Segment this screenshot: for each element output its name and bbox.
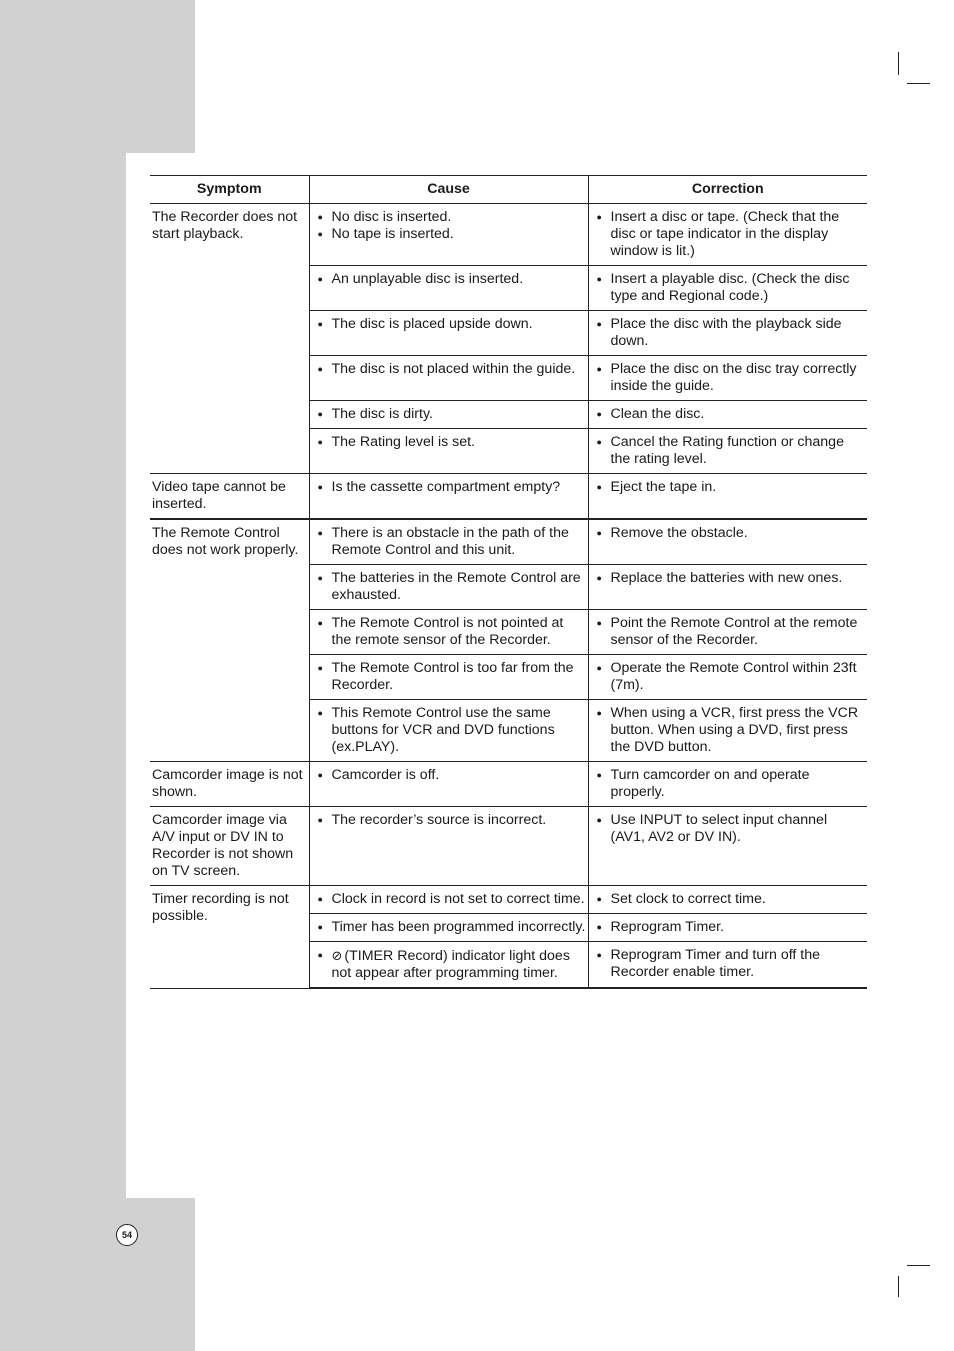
symptom-cell: Video tape cannot be inserted.	[150, 474, 309, 520]
table-row	[150, 519, 867, 565]
cause-item	[312, 434, 586, 451]
correction-cell	[588, 401, 867, 429]
cause-text: No disc is inserted.	[331, 209, 452, 225]
troubleshooting-table	[150, 175, 867, 989]
cause-item	[312, 209, 586, 226]
cause-cell	[309, 356, 588, 401]
cause-cell	[309, 886, 588, 914]
table-row	[150, 474, 867, 520]
cause-cell	[309, 700, 588, 762]
cause-text: The disc is placed upside down.	[331, 316, 533, 332]
symptom-cell: The Remote Control does not work properly.	[150, 519, 309, 762]
correction-cell	[588, 356, 867, 401]
correction-cell	[588, 762, 867, 807]
header-cause: Cause	[309, 176, 588, 204]
correction-text: ● Point the Remote Control at the remote sensor of the Recorder.	[591, 615, 866, 649]
cause-text: The disc is not placed within the guide.	[331, 361, 576, 377]
symptom-cell: Camcorder image is not shown.	[150, 762, 309, 807]
symptom-cell: Camcorder image via A/V input or DV IN to Recorder is not shown on TV screen.	[150, 807, 309, 886]
cause-item	[312, 271, 586, 288]
page-number: 54	[116, 1224, 138, 1246]
correction-cell	[588, 266, 867, 311]
cause-item	[312, 767, 586, 784]
correction-text: ● Reprogram Timer and turn off the Recorder enable timer.	[591, 947, 866, 981]
symptom-cell: Timer recording is not possible.	[150, 886, 309, 989]
correction-text: ● Set clock to correct time.	[591, 891, 866, 908]
correction-text: ● When using a VCR, first press the VCR button. When using a DVD, first press the DVD button.	[591, 705, 866, 756]
timer-icon: ⊘	[331, 948, 343, 963]
cause-item	[312, 615, 586, 649]
cause-text: The Remote Control is not pointed at the remote sensor of the Recorder.	[331, 615, 564, 648]
cause-item	[312, 947, 586, 982]
correction-cell	[588, 942, 867, 989]
cause-text: No tape is inserted.	[331, 226, 454, 242]
crop-mark	[907, 83, 930, 84]
cause-item	[312, 919, 586, 936]
table-header-row	[150, 176, 867, 204]
cause-text: The recorder’s source is incorrect.	[331, 812, 547, 828]
cause-text: (TIMER Record) indicator light does not appear after programming timer.	[331, 948, 570, 981]
cause-cell	[309, 204, 588, 266]
correction-text: ● Place the disc with the playback side down.	[591, 316, 866, 350]
cause-cell	[309, 655, 588, 700]
crop-mark	[898, 1276, 899, 1297]
cause-item	[312, 570, 586, 604]
correction-text: ● Clean the disc.	[591, 406, 866, 423]
cause-cell	[309, 429, 588, 474]
correction-text: ● Reprogram Timer.	[591, 919, 866, 936]
cause-text: This Remote Control use the same buttons for VCR and DVD functions (ex.PLAY).	[331, 705, 555, 755]
cause-text: Clock in record is not set to correct time.	[331, 891, 585, 907]
correction-cell	[588, 565, 867, 610]
cause-item	[312, 525, 586, 559]
cause-text: The Remote Control is too far from the Recorder.	[331, 660, 574, 693]
cause-cell	[309, 610, 588, 655]
correction-cell	[588, 807, 867, 886]
crop-mark	[907, 1265, 930, 1266]
cause-text: The Rating level is set.	[331, 434, 476, 450]
correction-cell	[588, 204, 867, 266]
correction-cell	[588, 886, 867, 914]
cause-text: Camcorder is off.	[331, 767, 440, 783]
correction-cell	[588, 474, 867, 520]
correction-cell	[588, 429, 867, 474]
cause-cell	[309, 914, 588, 942]
table-row	[150, 807, 867, 886]
cause-text: There is an obstacle in the path of the Remote Control and this unit.	[331, 525, 569, 558]
gray-margin-top	[0, 0, 195, 153]
correction-cell	[588, 311, 867, 356]
cause-item	[312, 891, 586, 908]
gray-margin-left	[0, 153, 126, 1198]
cause-text: Is the cassette compartment empty?	[331, 479, 561, 495]
symptom-cell: The Recorder does not start playback.	[150, 204, 309, 474]
correction-text: ● Insert a disc or tape. (Check that the disc or tape indicator in the display window is lit.)	[591, 209, 866, 260]
cause-cell	[309, 266, 588, 311]
correction-text: ● Remove the obstacle.	[591, 525, 866, 542]
correction-cell	[588, 519, 867, 565]
correction-text: ● Use INPUT to select input channel (AV1, AV2 or DV IN).	[591, 812, 866, 846]
header-correction: Correction	[588, 176, 867, 204]
cause-cell	[309, 942, 588, 989]
cause-item	[312, 361, 586, 378]
correction-cell	[588, 914, 867, 942]
cause-text: An unplayable disc is inserted.	[331, 271, 524, 287]
cause-text: The disc is dirty.	[331, 406, 433, 422]
cause-item	[312, 316, 586, 333]
cause-cell	[309, 474, 588, 520]
correction-cell	[588, 610, 867, 655]
cause-text: The batteries in the Remote Control are exhausted.	[331, 570, 581, 603]
cause-item	[312, 660, 586, 694]
cause-item	[312, 226, 586, 243]
cause-cell	[309, 565, 588, 610]
cause-item	[312, 479, 586, 496]
correction-text: ● Operate the Remote Control within 23ft (7m).	[591, 660, 866, 694]
cause-cell	[309, 401, 588, 429]
correction-cell	[588, 700, 867, 762]
correction-text: ● Eject the tape in.	[591, 479, 866, 496]
table-row	[150, 204, 867, 266]
correction-text: ● Turn camcorder on and operate properly.	[591, 767, 866, 801]
correction-text: ● Place the disc on the disc tray correctly inside the guide.	[591, 361, 866, 395]
cause-cell	[309, 762, 588, 807]
cause-cell	[309, 519, 588, 565]
correction-cell	[588, 655, 867, 700]
gray-margin-bottom	[0, 1198, 195, 1351]
correction-text: ● Replace the batteries with new ones.	[591, 570, 866, 587]
cause-text: Timer has been programmed incorrectly.	[331, 919, 586, 935]
cause-item	[312, 406, 586, 423]
cause-cell	[309, 807, 588, 886]
cause-cell	[309, 311, 588, 356]
correction-text: ● Cancel the Rating function or change the rating level.	[591, 434, 866, 468]
cause-item	[312, 812, 586, 829]
correction-text: ● Insert a playable disc. (Check the disc type and Regional code.)	[591, 271, 866, 305]
cause-item	[312, 705, 586, 756]
header-symptom: Symptom	[150, 176, 309, 204]
table-row	[150, 886, 867, 914]
table-row	[150, 762, 867, 807]
crop-mark	[898, 52, 899, 75]
